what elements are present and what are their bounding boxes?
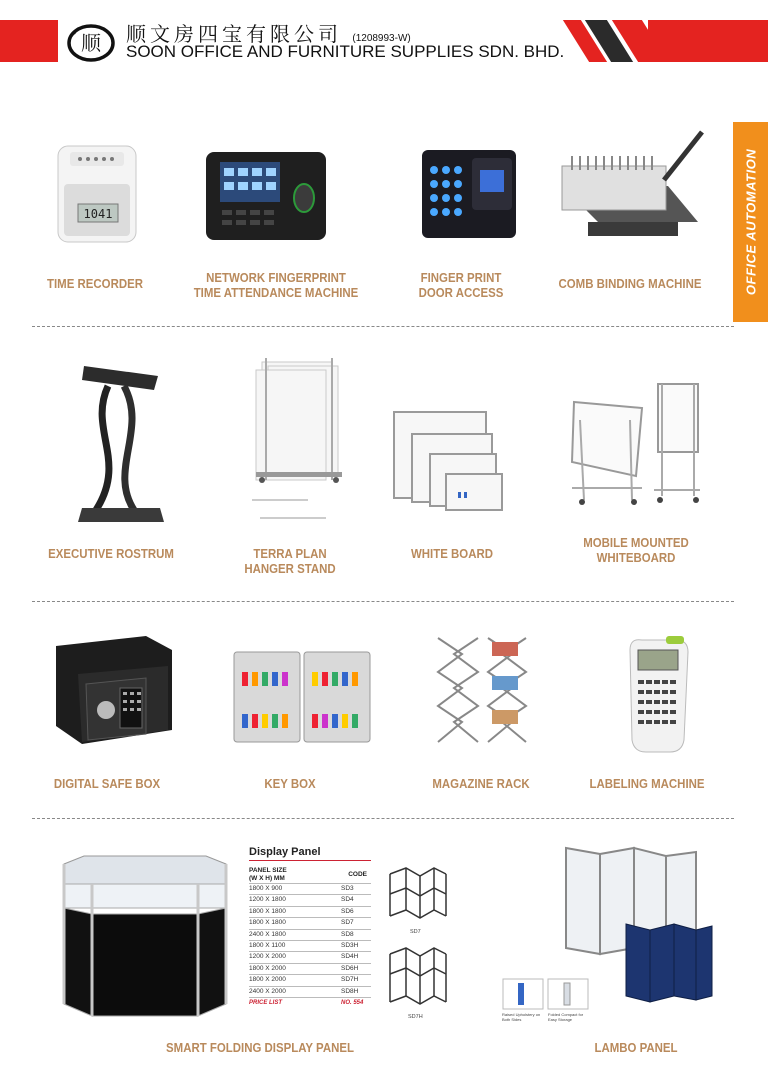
key-box-image	[232, 650, 372, 746]
caption-time-recorder: TIME RECORDER	[47, 276, 143, 291]
svg-text:顺: 顺	[81, 31, 101, 55]
table-row: 1800 X 2000 SD6H	[249, 963, 371, 974]
mobile-whiteboard-image	[570, 380, 704, 512]
white-board-image	[392, 410, 510, 514]
registration-number: (1208993-W)	[352, 33, 411, 44]
table-row: 1800 X 1100 SD3H	[249, 940, 371, 951]
caption-fingerprint-door: FINGER PRINT DOOR ACCESS	[418, 270, 504, 300]
table-title: Display Panel	[249, 846, 371, 861]
caption-fingerprint-attendance: NETWORK FINGERPRINT TIME ATTENDANCE MACHINE	[193, 270, 359, 300]
sd7-label: SD7	[410, 929, 421, 935]
fingerprint-attendance-image	[204, 150, 328, 242]
caption-comb-binding: COMB BINDING MACHINE	[558, 276, 702, 291]
sd7h-diagram	[384, 944, 452, 1012]
table-header	[249, 867, 371, 883]
table-row: 1800 X 900 SD3	[249, 883, 371, 894]
rostrum-image	[78, 360, 164, 524]
company-name-chinese: 顺文房四宝有限公司 (1208993-W)	[126, 22, 411, 46]
comb-binding-image	[558, 126, 708, 252]
caption-lambo-panel: LAMBO PANEL	[594, 1040, 678, 1055]
caption-display-panel: SMART FOLDING DISPLAY PANEL	[166, 1040, 354, 1055]
display-panel-table	[249, 846, 371, 1008]
lambo-note-right: Folded Compact for Easy Storage	[548, 1012, 584, 1022]
caption-labeling-machine: LABELING MACHINE	[589, 776, 705, 791]
svg-text:1041: 1041	[83, 207, 113, 221]
magazine-rack-image	[434, 634, 530, 752]
caption-rostrum: EXECUTIVE ROSTRUM	[48, 546, 174, 561]
table-row: 1800 X 1800 SD7	[249, 917, 371, 928]
caption-terra-plan: TERRA PLAN HANGER STAND	[244, 546, 336, 576]
divider	[32, 326, 734, 327]
table-row: 1200 X 2000 SD4H	[249, 951, 371, 962]
sd7h-label: SD7H	[408, 1014, 423, 1020]
divider	[32, 818, 734, 819]
table-row: 1800 X 2000 SD7H	[249, 974, 371, 985]
labeling-machine-image	[626, 636, 690, 756]
sd7-diagram	[384, 864, 452, 928]
caption-safe-box: DIGITAL SAFE BOX	[53, 776, 161, 791]
column-header-size: PANEL SIZE (W X H) MM	[249, 867, 287, 882]
caption-key-box: KEY BOX	[264, 776, 316, 791]
table-row: 1800 X 1800 SD6	[249, 906, 371, 917]
table-footer: PRICE LIST NO. 554	[249, 997, 371, 1008]
lambo-detail-images	[502, 978, 590, 1010]
caption-mobile-whiteboard: MOBILE MOUNTED WHITEBOARD	[583, 535, 689, 565]
caption-magazine-rack: MAGAZINE RACK	[432, 776, 530, 791]
table-row: 2400 X 1800 SD8	[249, 929, 371, 940]
divider	[32, 601, 734, 602]
table-row: 2400 X 2000 SD8H	[249, 986, 371, 997]
header-red-bar-left	[0, 20, 58, 62]
company-logo	[66, 20, 116, 64]
column-header-code: CODE	[348, 871, 367, 878]
header-red-bar-right	[648, 20, 768, 62]
company-name-english: SOON OFFICE AND FURNITURE SUPPLIES SDN. BHD.	[126, 42, 565, 61]
display-panel-image	[60, 854, 232, 1026]
time-recorder-image	[56, 144, 138, 244]
category-tab[interactable]: OFFICE AUTOMATION	[733, 122, 768, 322]
lambo-note-left: Raised Upholstery on Both Sides	[502, 1012, 541, 1022]
fingerprint-door-image	[420, 148, 518, 240]
table-body	[249, 883, 371, 1008]
caption-white-board: WHITE BOARD	[410, 546, 493, 561]
safe-box-image	[50, 634, 174, 752]
terra-plan-image	[246, 352, 342, 530]
table-row: 1200 X 1800 SD4	[249, 894, 371, 905]
